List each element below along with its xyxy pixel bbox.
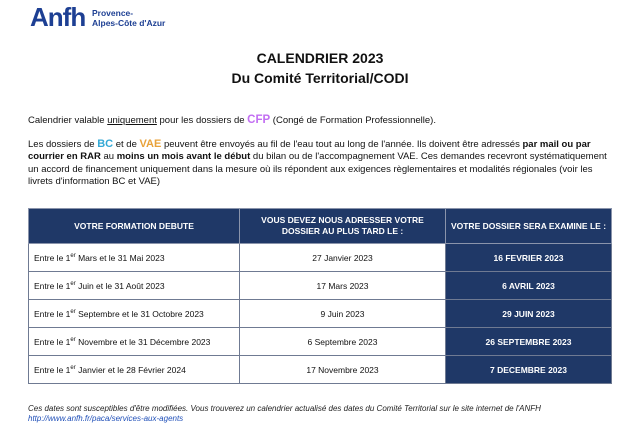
- logo-mark: Anfh: [30, 2, 86, 32]
- deadline-date: 17 Mars 2023: [240, 272, 446, 300]
- intro-paragraph: Calendrier valable uniquement pour les dossiers de CFP (Congé de Formation Professionnelle).: [28, 114, 436, 126]
- table-row: [29, 244, 612, 272]
- bc-vae-paragraph: Les dossiers de BC et de VAE peuvent être envoyés au fil de l'eau tout au long de l'année. Ils doivent être adressés par mail ou par courrier en RAR au moins un mois avant le début du bilan ou de l'accompagnement VAE. Ces demandes recevront systématiquement un accord de financement uniquement dans la mesure où ils répondent aux exigences règlementaires et modalités régionales (voir les livrets d'information BC et VAE): [28, 138, 607, 188]
- vae-highlight: VAE: [139, 138, 162, 150]
- start-period: Entre le 1er Mars et le 31 Mai 2023: [29, 244, 240, 272]
- start-period: Entre le 1er Novembre et le 31 Décembre 2023: [29, 328, 240, 356]
- start-period: Entre le 1er Janvier et le 28 Février 2024: [29, 356, 240, 384]
- deadline-date: 6 Septembre 2023: [240, 328, 446, 356]
- start-period: Entre le 1er Juin et le 31 Août 2023: [29, 272, 240, 300]
- cfp-highlight: CFP: [247, 114, 271, 126]
- anfh-website-link[interactable]: http://www.anfh.fr/paca/services-aux-agents: [28, 414, 184, 423]
- deadline-date: 17 Novembre 2023: [240, 356, 446, 384]
- logo-region-line1: Provence-: [92, 8, 134, 18]
- col-header-start: VOTRE FORMATION DEBUTE: [29, 209, 240, 244]
- table-header-row: [29, 209, 612, 244]
- col-header-deadline: VOUS DEVEZ NOUS ADRESSER VOTRE DOSSIER AU PLUS TARD LE :: [240, 209, 446, 244]
- table-row: [29, 328, 612, 356]
- calendar-table: [28, 208, 612, 384]
- exam-date: 7 DECEMBRE 2023: [446, 356, 612, 384]
- table-row: [29, 272, 612, 300]
- bc-highlight: BC: [97, 138, 114, 150]
- exam-date: 6 AVRIL 2023: [446, 272, 612, 300]
- table-row: [29, 356, 612, 384]
- deadline-date: 27 Janvier 2023: [240, 244, 446, 272]
- deadline-date: 9 Juin 2023: [240, 300, 446, 328]
- col-header-exam: VOTRE DOSSIER SERA EXAMINE LE :: [446, 209, 612, 244]
- table-row: [29, 300, 612, 328]
- logo-region: [92, 8, 165, 28]
- exam-date: 26 SEPTEMBRE 2023: [446, 328, 612, 356]
- exam-date: 16 FEVRIER 2023: [446, 244, 612, 272]
- exam-date: 29 JUIN 2023: [446, 300, 612, 328]
- footer-note: Ces dates sont susceptibles d'être modifiées. Vous trouverez un calendrier actualisé des dates du Comité Territorial sur le site internet de l'ANFH http://www.anfh.fr/paca/services-aux-agents: [28, 404, 541, 423]
- page-subtitle: Du Comité Territorial/CODI: [231, 70, 409, 86]
- logo-region-line2: Alpes-Côte d'Azur: [92, 18, 166, 28]
- start-period: Entre le 1er Septembre et le 31 Octobre 2023: [29, 300, 240, 328]
- page-title: CALENDRIER 2023: [256, 50, 384, 66]
